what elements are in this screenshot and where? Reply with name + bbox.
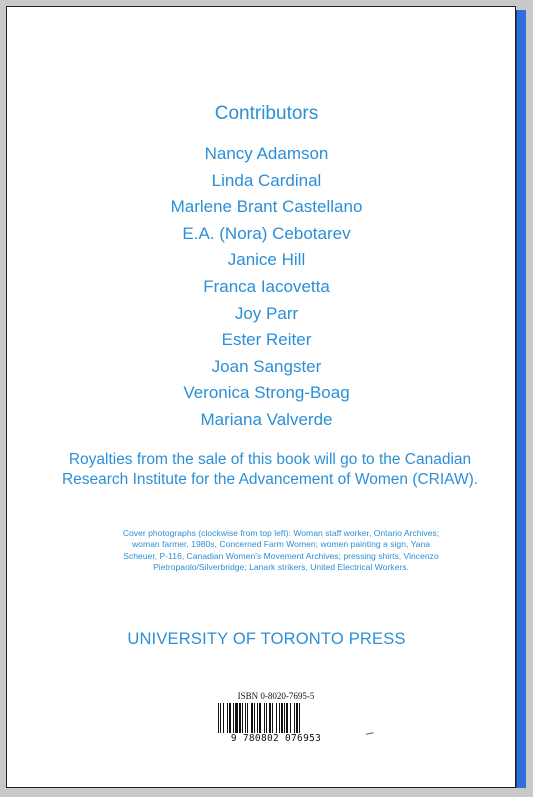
contributor-name: Franca Iacovetta xyxy=(203,276,330,296)
contributor-name: Ester Reiter xyxy=(221,330,312,350)
barcode-stripe xyxy=(251,703,253,733)
barcode-stripe xyxy=(220,703,221,733)
barcode-stripe xyxy=(218,703,219,733)
barcode-stripe xyxy=(259,703,261,733)
barcode-stripe xyxy=(294,703,295,733)
contributor-name: Marlene Brant Castellano xyxy=(170,197,363,217)
barcode-stripe xyxy=(296,703,298,733)
contributor-name: Veronica Strong-Boag xyxy=(183,383,350,403)
royalties-statement: Royalties from the sale of this book will go to the Canadian Research Institute for the Advancement of Women (CRIAW). xyxy=(61,451,479,488)
barcode-stripe xyxy=(286,703,288,733)
barcode-stripe xyxy=(281,703,283,733)
contributor-name: Nancy Adamson xyxy=(204,144,329,163)
barcode-stripe xyxy=(229,703,231,733)
contributor-name: Janice Hill xyxy=(227,250,306,270)
barcode-stripe xyxy=(272,703,273,733)
barcode-stripe xyxy=(257,703,258,733)
cover-photo-credits: Cover photographs (clockwise from top left): Woman staff worker, Ontario Archives; woman farmer, 1980s, Concerned Farm Women; women painting a sign, Yana Scheuer, P-116, Canadian Women's Movement Archives; pressing shirts, Vincenzo Pietropaolo/Silverbridge; Lanark strikers, United Electrical Workers. xyxy=(122,528,440,573)
barcode-bars xyxy=(218,703,334,733)
barcode-stripe xyxy=(264,703,265,733)
contributor-name: Joan Sangster xyxy=(211,356,322,376)
barcode-stripe xyxy=(266,703,267,733)
barcode-stripe xyxy=(223,703,224,733)
barcode-digits: 9 780802 076953 xyxy=(230,733,322,744)
publisher-name: UNIVERSITY OF TORONTO PRESS xyxy=(127,630,406,648)
barcode-stripe xyxy=(299,703,300,733)
contributor-name: Joy Parr xyxy=(234,303,299,323)
barcode-stripe xyxy=(233,703,234,733)
barcode-stripe xyxy=(284,703,285,733)
contributor-name: E.A. (Nora) Cebotarev xyxy=(182,223,351,243)
barcode-stripe xyxy=(269,703,271,733)
barcode-stripe xyxy=(276,703,277,733)
barcode-stripe xyxy=(235,703,238,733)
barcode-stripe xyxy=(227,703,228,733)
barcode-stripe xyxy=(254,703,255,733)
contributor-name: Mariana Valverde xyxy=(200,409,333,429)
isbn-number: ISBN 0-8020-7695-5 xyxy=(237,691,315,701)
barcode-stripe xyxy=(239,703,241,733)
contributors-list xyxy=(0,141,533,434)
barcode-stripe xyxy=(279,703,280,733)
barcode-stripe xyxy=(247,703,248,733)
barcode-stripe xyxy=(245,703,246,733)
isbn-barcode xyxy=(212,691,340,751)
contributors-heading: Contributors xyxy=(214,103,319,124)
barcode-stripe xyxy=(242,703,243,733)
contributor-name: Linda Cardinal xyxy=(211,170,322,190)
barcode-stripe xyxy=(290,703,291,733)
